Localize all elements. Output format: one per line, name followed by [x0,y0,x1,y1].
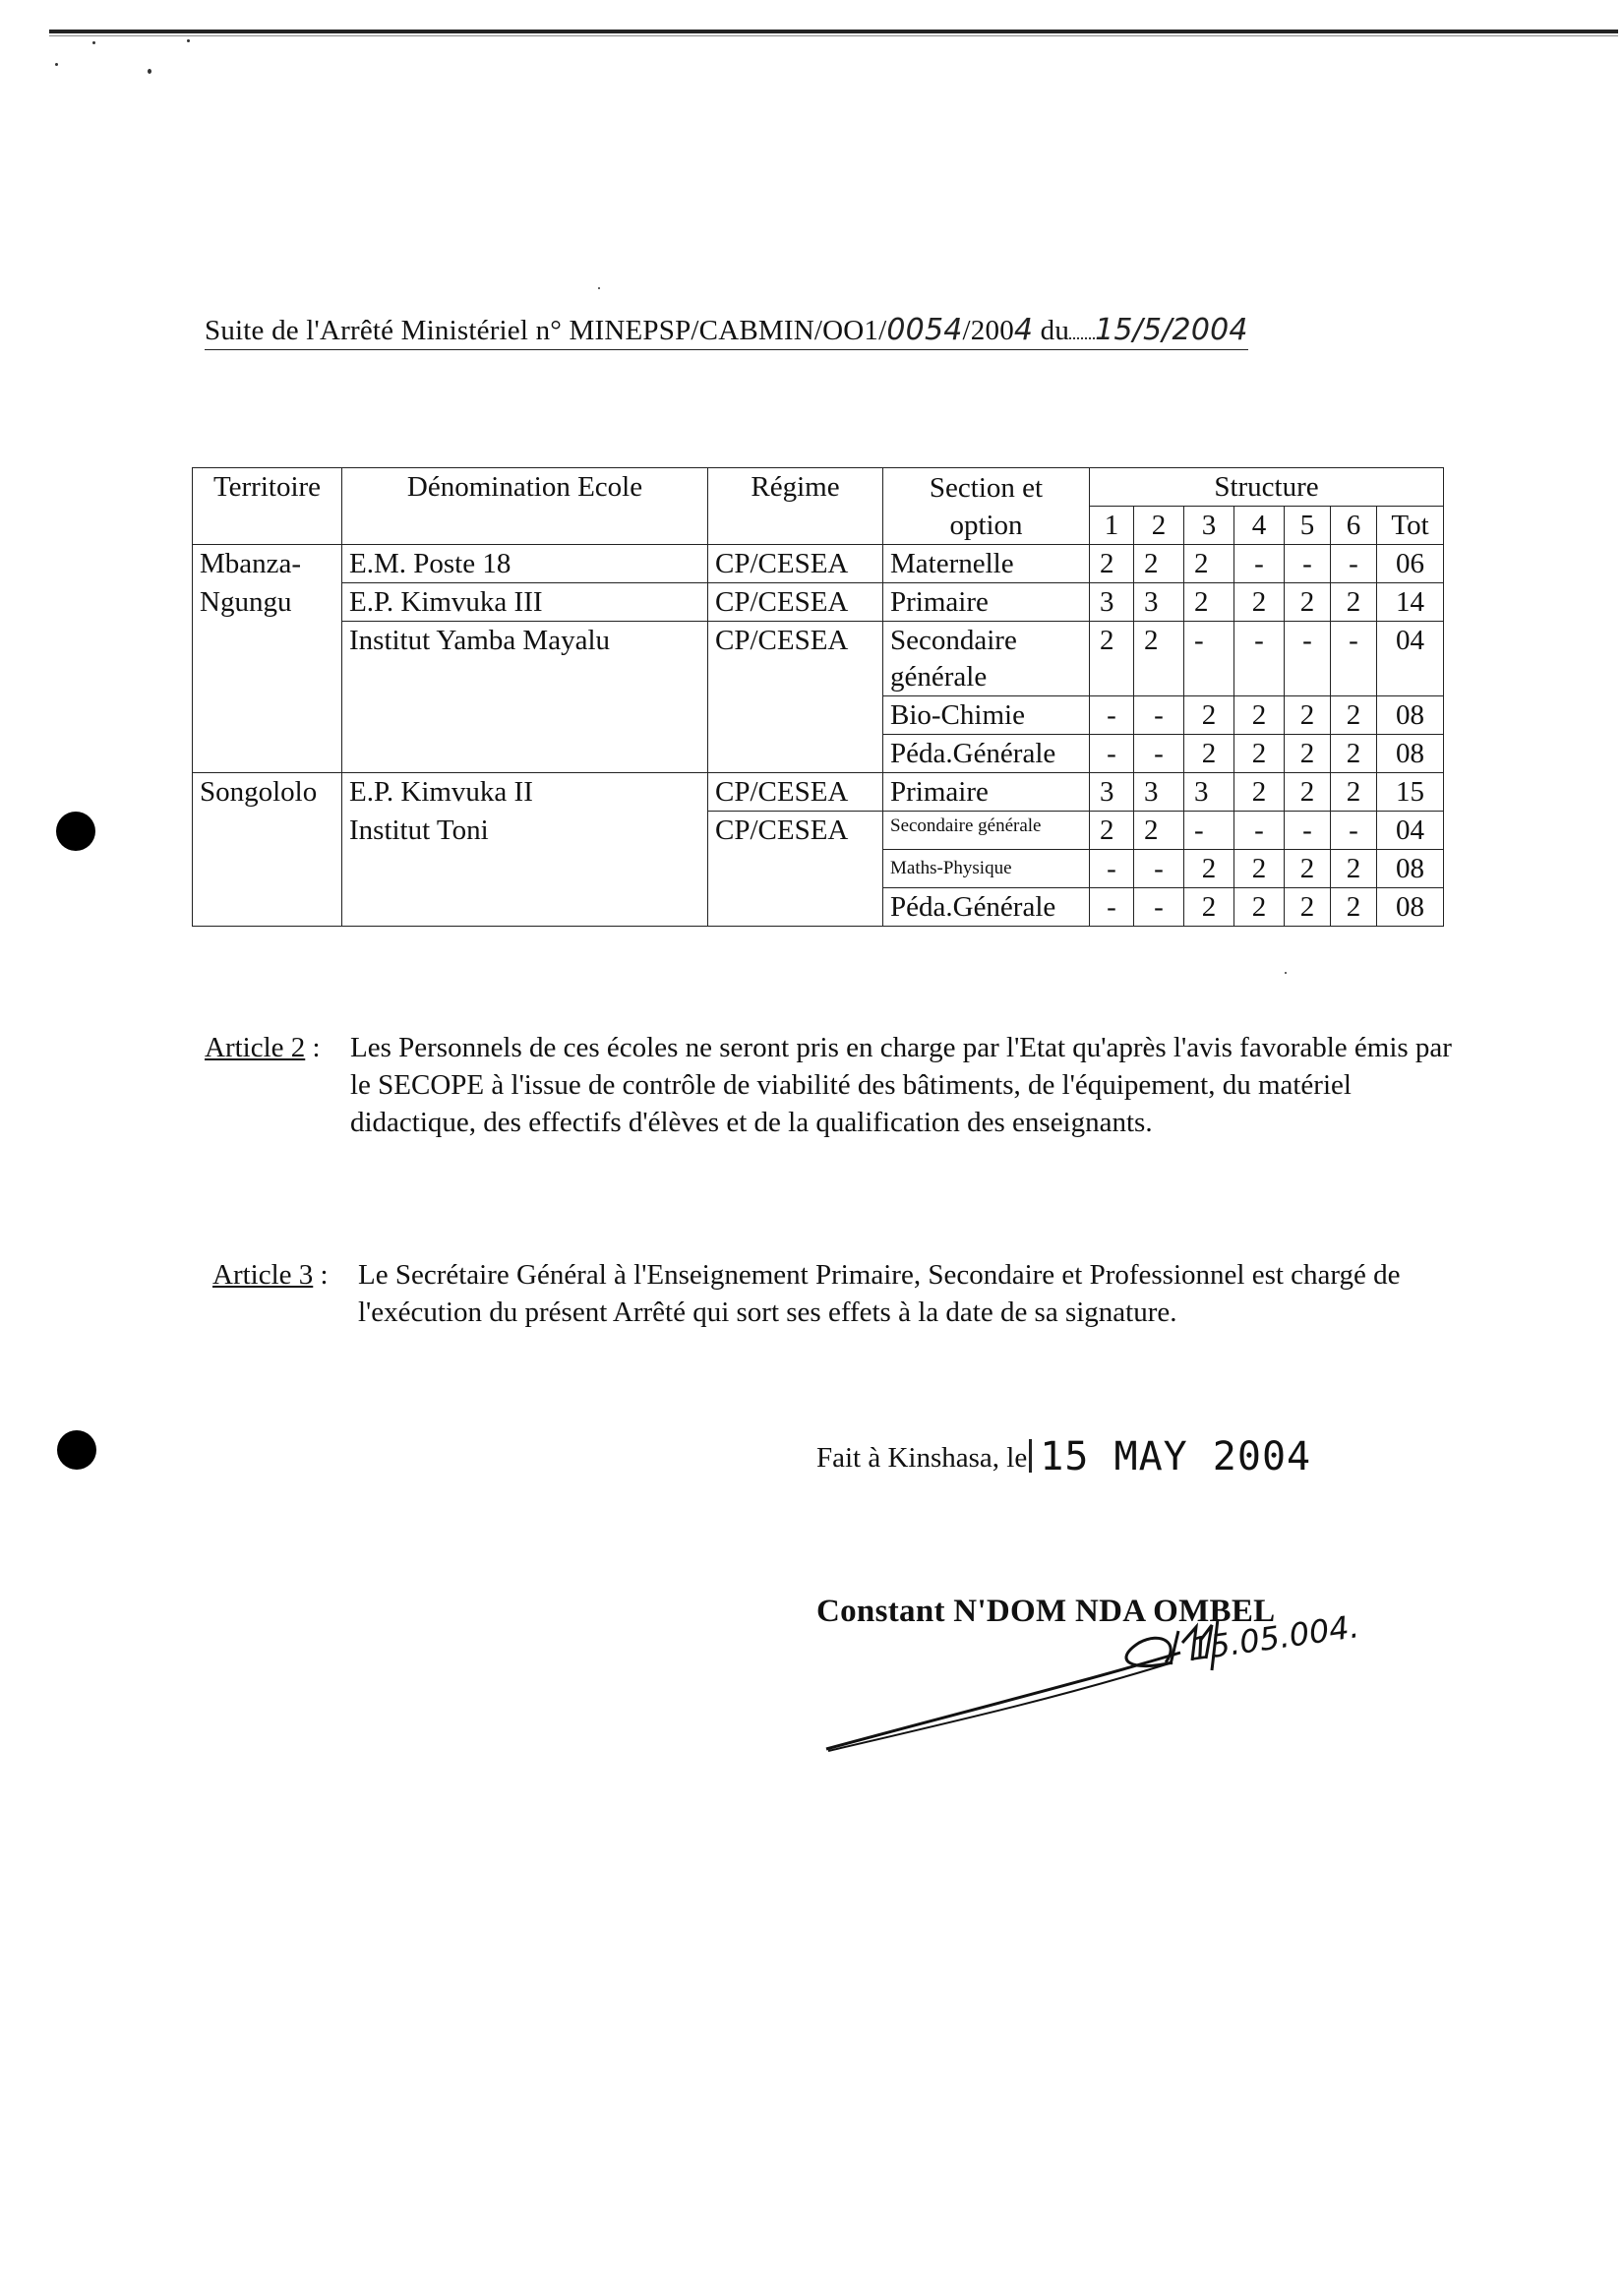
cell-value: 2 [1331,696,1377,735]
cell-value: 2 [1331,888,1377,927]
cell-value: - [1331,545,1377,583]
cell-value: 2 [1090,545,1134,583]
cell-value: - [1285,812,1331,850]
header-territoire: Territoire [193,468,342,545]
table-row [193,850,1444,888]
cell-ecole: Institut Yamba Mayalu [342,622,708,696]
cell-value: 2 [1234,773,1285,812]
cell-ecole [342,888,708,927]
table-row [193,622,1444,696]
cell-total: 08 [1377,850,1444,888]
cell-section: Secondaire générale [883,812,1090,850]
cell-value: - [1184,812,1234,850]
cell-territoire: Ngungu [193,583,342,622]
cell-value: 2 [1184,583,1234,622]
signature-handwritten-date: 15.05.004. [1187,1607,1361,1668]
decree-year-prefix: /200 [962,315,1014,346]
scan-speck [92,41,95,44]
cell-section: Maternelle [883,545,1090,583]
header-year-4: 4 [1234,507,1285,545]
article-3-separator: : [313,1259,329,1291]
scan-speck [148,69,151,74]
cell-value: 2 [1134,545,1184,583]
place-and-date-line [816,1434,1311,1479]
table-row [193,696,1444,735]
table-row [193,773,1444,812]
cell-value: 2 [1234,888,1285,927]
cell-value: - [1134,888,1184,927]
cell-value: 2 [1134,812,1184,850]
table-header-row [193,468,1444,507]
cell-value: - [1234,812,1285,850]
cell-value: - [1090,888,1134,927]
cell-value: 2 [1184,888,1234,927]
cell-value: 3 [1134,773,1184,812]
article-2-label-block [205,1029,321,1066]
cell-total: 04 [1377,812,1444,850]
cell-value: - [1285,622,1331,696]
cell-ecole: E.P. Kimvuka II [342,773,708,812]
decree-reference-line [205,313,1248,350]
cell-territoire: Songololo [193,773,342,812]
cell-value: - [1234,622,1285,696]
cell-ecole: E.M. Poste 18 [342,545,708,583]
cell-value: 2 [1184,850,1234,888]
scan-top-border [49,30,1618,33]
cell-regime: CP/CESEA [708,812,883,850]
cell-value: 2 [1134,622,1184,696]
header-section: Section et option [883,468,1090,545]
cell-regime [708,735,883,773]
cell-territoire [193,888,342,927]
article-3-label-block [212,1256,329,1294]
article-2-separator: : [305,1032,321,1063]
cell-value: 2 [1285,850,1331,888]
cell-regime: CP/CESEA [708,583,883,622]
article-2-label: Article 2 [205,1032,306,1063]
cell-total: 08 [1377,696,1444,735]
cell-ecole [342,850,708,888]
cell-territoire [193,735,342,773]
cell-value: 2 [1234,583,1285,622]
cell-total: 06 [1377,545,1444,583]
cell-value: 2 [1331,735,1377,773]
cell-value: - [1090,735,1134,773]
header-denomination: Dénomination Ecole [342,468,708,545]
cell-section: Secondaire générale [883,622,1090,696]
cell-regime [708,696,883,735]
stamp-bar [1029,1439,1032,1473]
cell-territoire [193,622,342,696]
cell-total: 04 [1377,622,1444,696]
table-row [193,735,1444,773]
header-structure: Structure [1090,468,1444,507]
schools-structure-table [192,467,1444,927]
cell-regime: CP/CESEA [708,622,883,696]
cell-value: 2 [1234,735,1285,773]
cell-territoire: Mbanza- [193,545,342,583]
table-row [193,888,1444,927]
cell-ecole: Institut Toni [342,812,708,850]
cell-total: 08 [1377,888,1444,927]
cell-value: 2 [1090,622,1134,696]
decree-reference-text: Suite de l'Arrêté Ministériel n° MINEPSP/CABMIN/OO1/ [205,315,887,346]
scan-speck [55,63,58,66]
cell-value: 2 [1285,583,1331,622]
header-year-6: 6 [1331,507,1377,545]
cell-section: Maths-Physique [883,850,1090,888]
signer-name: Constant N'DOM NDA OMBEL [816,1594,1276,1629]
scan-speck [598,287,600,289]
cell-value: - [1090,696,1134,735]
cell-value: - [1134,850,1184,888]
cell-value: - [1331,622,1377,696]
cell-value: 2 [1331,850,1377,888]
header-regime: Régime [708,468,883,545]
cell-value: 2 [1184,545,1234,583]
cell-value: 2 [1090,812,1134,850]
decree-du-label: du [1033,315,1070,346]
cell-section: Péda.Générale [883,888,1090,927]
cell-value: 2 [1285,888,1331,927]
cell-section: Primaire [883,583,1090,622]
cell-regime [708,850,883,888]
header-year-5: 5 [1285,507,1331,545]
handwritten-decree-number: 0054 [886,313,963,347]
cell-value: - [1134,735,1184,773]
cell-value: - [1234,545,1285,583]
cell-territoire [193,850,342,888]
cell-regime: CP/CESEA [708,545,883,583]
cell-regime [708,888,883,927]
scan-speck [187,39,190,42]
cell-section: Péda.Générale [883,735,1090,773]
cell-ecole [342,735,708,773]
fait-a-kinshasa-label: Fait à Kinshasa, le [816,1442,1028,1474]
cell-value: 2 [1285,696,1331,735]
cell-value: - [1285,545,1331,583]
cell-value: 3 [1134,583,1184,622]
cell-value: 2 [1331,583,1377,622]
scan-top-border-shadow [49,35,1618,36]
cell-value: - [1184,622,1234,696]
cell-total: 14 [1377,583,1444,622]
handwritten-decree-date: 15/5/2004 [1095,313,1248,347]
article-3-text: Le Secrétaire Général à l'Enseignement Primaire, Secondaire et Professionnel est chargé de l'exécution du présent Arrêté qui sort ses effets à la date de sa signature. [358,1259,1401,1328]
cell-section: Primaire [883,773,1090,812]
cell-value: 2 [1184,696,1234,735]
header-year-3: 3 [1184,507,1234,545]
table-row [193,545,1444,583]
cell-ecole: E.P. Kimvuka III [342,583,708,622]
cell-regime: CP/CESEA [708,773,883,812]
date-stamp: 15 MAY 2004 [1040,1434,1312,1479]
cell-territoire [193,696,342,735]
cell-value: 2 [1234,850,1285,888]
table-row [193,812,1444,850]
article-3-label: Article 3 [212,1259,314,1291]
cell-value: 2 [1234,696,1285,735]
cell-total: 15 [1377,773,1444,812]
article-2-text: Les Personnels de ces écoles ne seront pris en charge par l'Etat qu'après l'avis favorable émis par le SECOPE à l'issue de contrôle de viabilité des bâtiments, de l'équipement, du matériel didactique, des effectifs d'élèves et de la qualification des enseignants. [350,1032,1452,1138]
punch-hole [56,812,95,851]
cell-territoire [193,812,342,850]
header-year-1: 1 [1090,507,1134,545]
header-total: Tot [1377,507,1444,545]
cell-value: 2 [1184,735,1234,773]
cell-section: Bio-Chimie [883,696,1090,735]
cell-value: - [1134,696,1184,735]
cell-value: 3 [1090,583,1134,622]
cell-value: - [1331,812,1377,850]
header-year-2: 2 [1134,507,1184,545]
table-row [193,583,1444,622]
cell-value: 3 [1184,773,1234,812]
cell-value: 2 [1285,773,1331,812]
cell-value: - [1090,850,1134,888]
cell-value: 3 [1090,773,1134,812]
cell-value: 2 [1331,773,1377,812]
scan-speck [1285,972,1287,974]
handwritten-year-digit: 4 [1013,313,1034,347]
cell-value: 2 [1285,735,1331,773]
cell-total: 08 [1377,735,1444,773]
cell-ecole [342,696,708,735]
punch-hole [57,1430,96,1470]
